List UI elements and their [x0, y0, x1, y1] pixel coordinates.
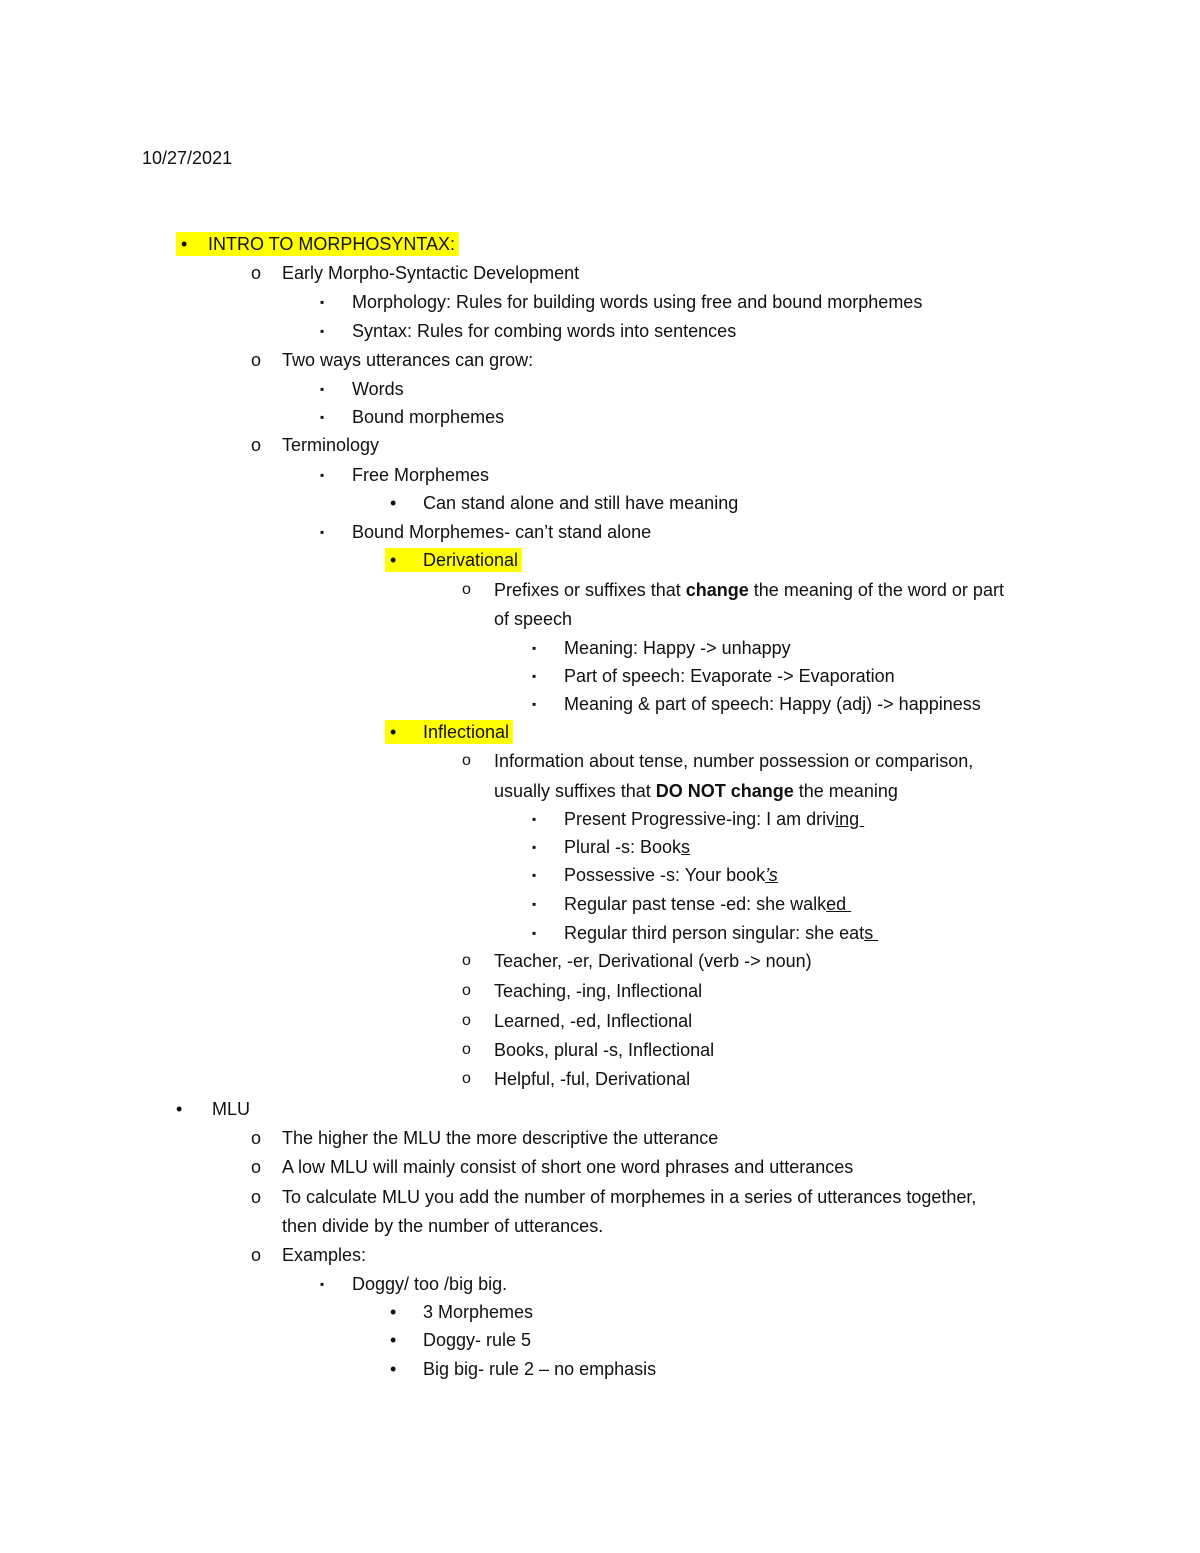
bold-text: change — [685, 580, 749, 600]
hollow-bullet-icon: o — [462, 1070, 471, 1087]
text-run: Plural -s: Book — [564, 837, 682, 857]
list-item: Syntax: Rules for combing words into sentences — [352, 321, 737, 341]
circle-bullet-icon: o — [251, 435, 262, 455]
list-item: Meaning: Happy -> unhappy — [564, 638, 791, 658]
bullet-icon: • — [390, 1330, 397, 1350]
circle-bullet-icon: o — [251, 1187, 262, 1207]
bullet-icon: • — [390, 493, 397, 513]
list-item: Words — [352, 379, 404, 399]
hollow-bullet-icon: o — [462, 1012, 471, 1029]
square-bullet-icon: ▪ — [532, 926, 537, 940]
list-item: Teaching, -ing, Inflectional — [494, 981, 703, 1001]
hollow-bullet-icon: o — [462, 982, 471, 999]
hollow-bullet-icon: o — [462, 952, 471, 969]
square-bullet-icon: ▪ — [320, 1277, 325, 1291]
list-item: Doggy/ too /big big. — [352, 1274, 508, 1294]
list-item-continuation — [494, 779, 898, 803]
term-inflectional: Inflectional — [418, 720, 513, 744]
square-bullet-icon: ▪ — [320, 410, 325, 424]
list-item: To calculate MLU you add the number of morphemes in a series of utterances together, — [282, 1187, 977, 1207]
list-item: Early Morpho-Syntactic Development — [282, 263, 580, 283]
text-run: the meaning of the word or part — [748, 580, 1004, 600]
square-bullet-icon: ▪ — [532, 897, 537, 911]
underlined-suffix: ing — [835, 809, 865, 829]
list-item — [564, 835, 690, 859]
list-item: Bound morphemes — [352, 407, 505, 427]
text-run: Regular third person singular: she eat — [564, 923, 865, 943]
list-item: Teacher, -er, Derivational (verb -> noun) — [494, 951, 812, 971]
bullet-icon: • — [390, 1302, 397, 1322]
list-item: Part of speech: Evaporate -> Evaporation — [564, 666, 895, 686]
square-bullet-icon: ▪ — [320, 468, 325, 482]
bullet-icon: • — [390, 1359, 397, 1379]
list-item — [494, 578, 1004, 602]
underlined-suffix: s — [681, 837, 691, 857]
text-run: Prefixes or suffixes that — [494, 580, 686, 600]
text-run: Possessive -s: Your book — [564, 865, 766, 885]
list-item — [564, 863, 778, 887]
square-bullet-icon: ▪ — [532, 669, 537, 683]
underlined-suffix: s — [864, 923, 879, 943]
bullet-icon: • — [176, 1099, 183, 1119]
list-item: Bound Morphemes- can’t stand alone — [352, 522, 652, 542]
list-item: Meaning & part of speech: Happy (adj) -> happiness — [564, 694, 981, 714]
list-item: 3 Morphemes — [423, 1302, 534, 1322]
square-bullet-icon: ▪ — [532, 840, 537, 854]
circle-bullet-icon: o — [251, 1157, 262, 1177]
bullet-icon: • — [385, 720, 423, 744]
text-run: the meaning — [793, 781, 898, 801]
list-item: Morphology: Rules for building words using free and bound morphemes — [352, 292, 923, 312]
list-item: Free Morphemes — [352, 465, 490, 485]
list-item: Information about tense, number possession or comparison, — [494, 751, 974, 771]
list-item: Doggy- rule 5 — [423, 1330, 532, 1350]
list-item — [564, 921, 878, 945]
list-item: Helpful, -ful, Derivational — [494, 1069, 691, 1089]
list-item-continuation: then divide by the number of utterances. — [282, 1216, 604, 1236]
circle-bullet-icon: o — [251, 350, 262, 370]
term-derivational: Derivational — [418, 548, 522, 572]
list-item: Terminology — [282, 435, 380, 455]
circle-bullet-icon: o — [251, 263, 262, 283]
list-item: The higher the MLU the more descriptive the utterance — [282, 1128, 719, 1148]
list-item — [564, 807, 864, 831]
square-bullet-icon: ▪ — [320, 324, 325, 338]
bold-text: DO NOT change — [655, 781, 794, 801]
list-item — [564, 892, 851, 916]
square-bullet-icon: ▪ — [532, 697, 537, 711]
bullet-icon: • — [385, 548, 423, 572]
square-bullet-icon: ▪ — [320, 382, 325, 396]
list-item: Learned, -ed, Inflectional — [494, 1011, 693, 1031]
section-heading-intro: INTRO TO MORPHOSYNTAX: — [208, 232, 459, 256]
circle-bullet-icon: o — [251, 1245, 262, 1265]
list-item: Examples: — [282, 1245, 367, 1265]
list-item: Big big- rule 2 – no emphasis — [423, 1359, 657, 1379]
square-bullet-icon: ▪ — [320, 525, 325, 539]
circle-bullet-icon: o — [251, 1128, 262, 1148]
square-bullet-icon: ▪ — [532, 812, 537, 826]
list-item: Two ways utterances can grow: — [282, 350, 534, 370]
square-bullet-icon: ▪ — [532, 641, 537, 655]
square-bullet-icon: ▪ — [532, 868, 537, 882]
list-item: Books, plural -s, Inflectional — [494, 1040, 715, 1060]
list-item-continuation: of speech — [494, 609, 573, 629]
date-text: 10/27/2021 — [142, 148, 233, 168]
text-run: usually suffixes that — [494, 781, 656, 801]
list-item: A low MLU will mainly consist of short one word phrases and utterances — [282, 1157, 854, 1177]
text-run: Regular past tense -ed: she walk — [564, 894, 827, 914]
section-heading-mlu: MLU — [212, 1099, 251, 1119]
list-item: Can stand alone and still have meaning — [423, 493, 739, 513]
underlined-suffix: ’s — [765, 865, 778, 885]
square-bullet-icon: ▪ — [320, 295, 325, 309]
hollow-bullet-icon: o — [462, 1041, 471, 1058]
hollow-bullet-icon: o — [462, 752, 471, 769]
text-run: Present Progressive-ing: I am driv — [564, 809, 836, 829]
bullet-icon: • — [176, 232, 213, 256]
hollow-bullet-icon: o — [462, 581, 471, 598]
underlined-suffix: ed — [826, 894, 852, 914]
